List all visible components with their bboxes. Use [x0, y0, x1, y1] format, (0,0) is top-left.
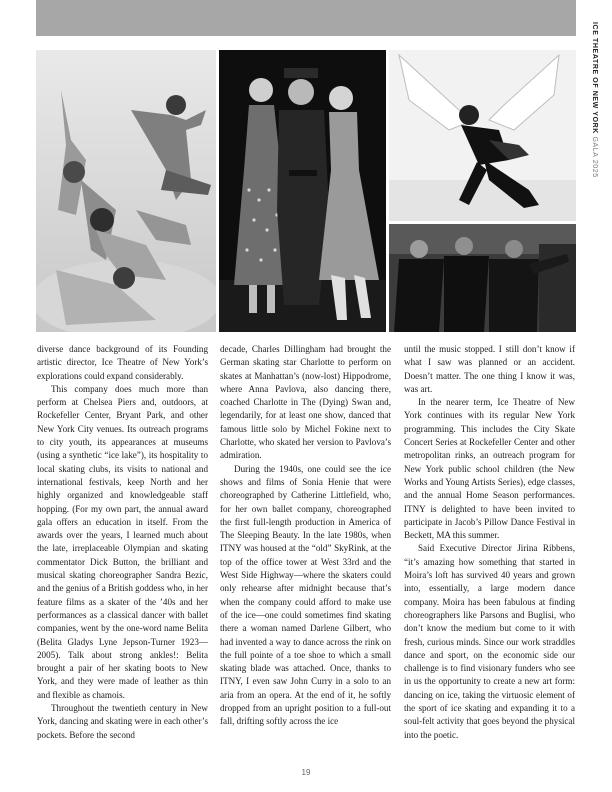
paragraph: until the music stopped. I still don’t know if what I saw was planned or an accident. Doesn’t matter. The one thing I know it was, was art. — [404, 344, 575, 394]
text-column-2 — [220, 343, 391, 729]
skaters-with-police-officer-photo — [219, 50, 386, 332]
dancers-group-photo — [36, 50, 216, 332]
page-number: 19 — [301, 768, 311, 777]
dancers-in-black-photo — [389, 224, 576, 332]
paragraph: Throughout the twentieth century in New York, dancing and skating were in each other’s pockets. Before the second — [37, 703, 208, 740]
paragraph: In the nearer term, Ice Theatre of New York continues with its regular New York programming. This includes the City Skate Concert Series at Rockefeller Center and other metropolitan rinks, an outreach program for New York public school children (the New Works and Young Artists Series), edge classes, and the annual Home Season performances. ITNY is delighted to have been invited to participate in Jacob’s Pillow Dance Festival in Beckett, MA this summer. — [404, 397, 575, 541]
header-band — [36, 0, 576, 36]
running-head-edition: GALA 2025 — [591, 136, 598, 178]
text-column-3 — [404, 343, 575, 742]
paragraph: This company does much more than perform at Chelsea Piers and, outdoors, at Rockefeller Center, Bryant Park, and other New York City venues. Its outreach programs to city youth, its appearances at museums (using a synthetic “ice lake”), its hospitality to local skating clubs, its visits to national and international festivals, keep North and her highly organized and knowledgeable staff hopping. (For my own part, the annual award gala offers an education in itself. From the awards over the years, I learned much about the late, irreplaceable Olympian and skating commentator Dick Button, the brilliant and musical skating choreographer Sandra Bezic, and the genius of a British goddess who, in her feature films as a skater of the ’40s and her performances as a classical dancer with ballet companies, went by the one-word name Belita (Belita Gladys Lyne Jepson-Turner 1923—2005). Talk about strong ankles!: Belita brought a pair of her skating boots to New York, and they were made of leather as thin and flexible as chamois. — [37, 383, 208, 700]
running-head-title: ICE THEATRE OF NEW YORK — [591, 22, 598, 134]
paragraph: decade, Charles Dillingham had brought the German skating star Charlotte to perform on skates at Manhattan’s (now-lost) Hippodrome, where Anna Pavlova, also dancing there, coached Charlotte in The (Dying) Swan and, legendarily, for at least one show, danced that famous little solo by Michel Fokine next to Charlotte, who skated her version to Pavlova’s admiration. — [220, 344, 391, 461]
running-head — [591, 22, 598, 178]
paragraph: During the 1940s, one could see the ice shows and films of Sonia Henie that were choreographed by Catherine Littlefield, who, for her own ballet company, choreographed the first full-length production in America of The Sleeping Beauty. In the late 1980s, when ITNY was housed at the “old” SkyRink, at the top of the office tower at West 33rd and the West Side Highway—where the skaters could only rehearse after midnight because that’s when the company could afford to make use of the ice—one could sometimes find skating there a woman named Darlene Gilbert, who had invented a way to dance across the rink on the full pointe of a toe shoe to which a small skating blade was attached. Once, thanks to ITNY, I even saw John Curry in a solo to an aria from an opera. At the end of it, he softly dropped from an upright position to a full-out fall, drifting softly across the ice — [220, 463, 391, 727]
text-column-1 — [37, 343, 208, 742]
paragraph: Said Executive Director Jirina Ribbens, “it’s amazing how something that started in Moira’s loft has survived 40 years and grown into, essentially, a large modern dance company. Moira has been fabulous at finding choreographers like Parsons and Buglisi, who don’t know the medium but come to it with fresh, curious minds. Since our work straddles dance and sport, on the economic side our challenge is to find visionary funders who see in us the opportunity to create a new art form: dancing on ice, taking the virtuosic element of the sport of ice skating and expanding it to a soul-felt activity that goes beyond the physical into the poetic. — [404, 543, 575, 740]
winged-skater-photo — [389, 50, 576, 221]
paragraph: diverse dance background of its Founding artistic director, Ice Theatre of New York’s explorations could expand considerably. — [37, 344, 208, 381]
